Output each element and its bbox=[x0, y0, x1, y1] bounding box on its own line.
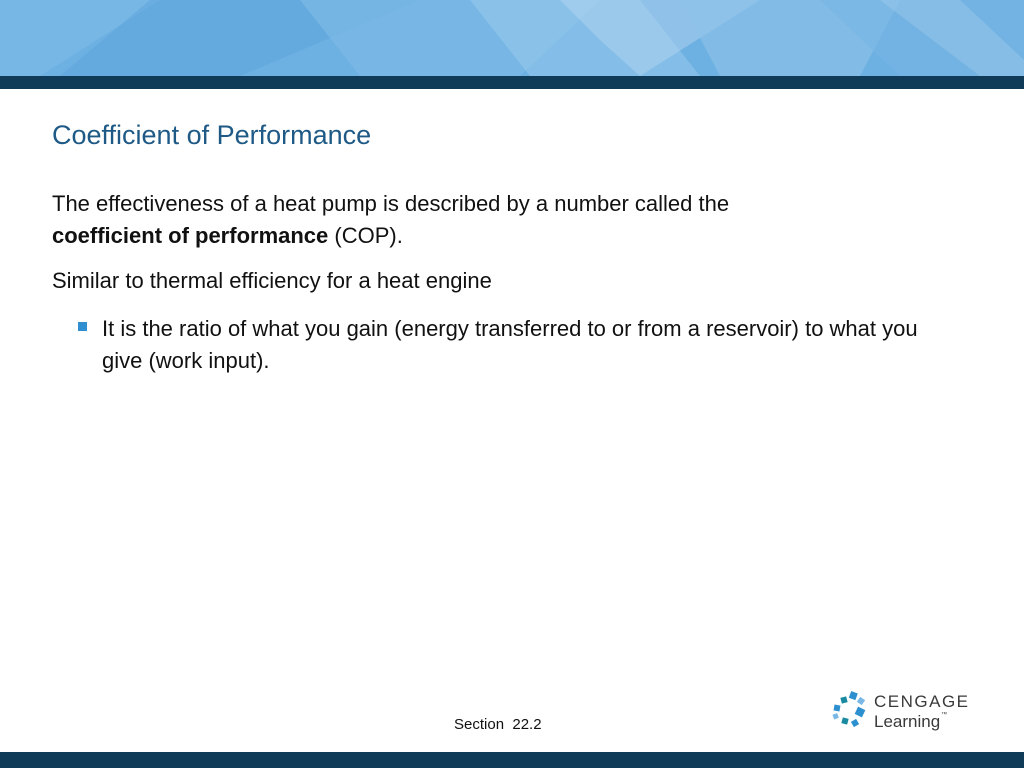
banner-pattern bbox=[0, 0, 1024, 76]
bold-term: coefficient of performance bbox=[52, 223, 329, 248]
logo-word-cengage: CENGAGE bbox=[874, 692, 970, 711]
logo-word-learning bbox=[874, 712, 947, 732]
footer-bar bbox=[0, 752, 1024, 768]
header-banner bbox=[0, 0, 1024, 76]
slide-title: Coefficient of Performance bbox=[52, 120, 372, 150]
paragraph-cop-definition bbox=[52, 188, 952, 252]
square-bullet-icon bbox=[78, 322, 87, 331]
paragraph-similarity: Similar to thermal efficiency for a heat engine bbox=[52, 268, 492, 293]
paragraph-text-suffix: (COP). bbox=[328, 223, 403, 248]
cengage-learning-logo bbox=[830, 690, 980, 738]
paragraph-text: The effectiveness of a heat pump is described by a number called the bbox=[52, 191, 730, 216]
section-label: Section 22.2 bbox=[454, 716, 542, 733]
bullet-item bbox=[78, 313, 958, 377]
cengage-logo-icon bbox=[830, 690, 870, 730]
header-rule bbox=[0, 76, 1024, 89]
bullet-text: It is the ratio of what you gain (energy transferred to or from a reservoir) to what you give (work input). bbox=[102, 316, 918, 373]
trademark-symbol: ™ bbox=[941, 712, 948, 718]
logo-learning-text: Learning bbox=[874, 712, 941, 731]
